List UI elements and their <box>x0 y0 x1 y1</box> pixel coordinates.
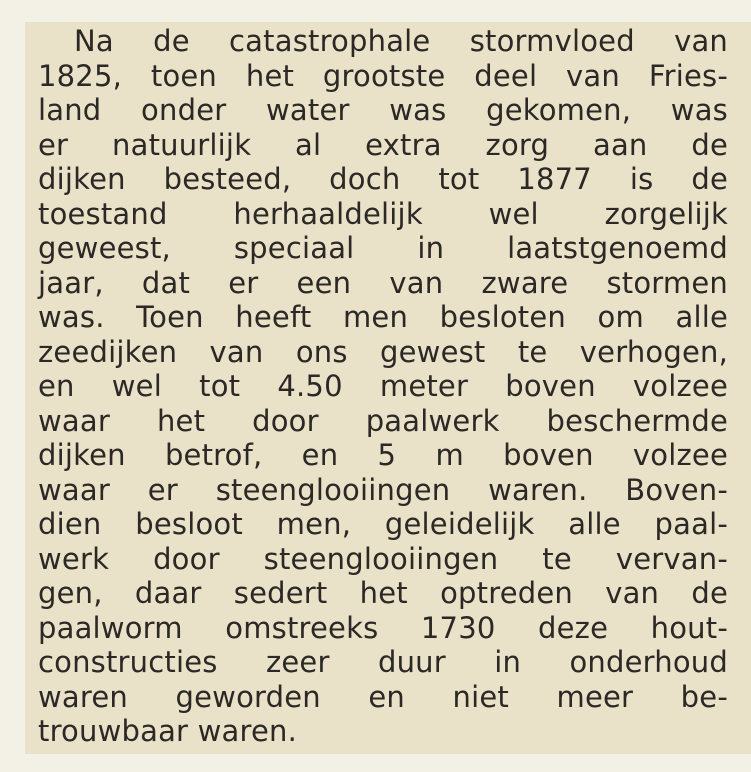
text-line: waren geworden en niet meer be- <box>38 679 728 714</box>
scan-margin-bottom <box>0 754 751 772</box>
scan-margin-top <box>0 0 751 22</box>
text-line: trouwbaar waren. <box>38 714 298 748</box>
text-line: land onder water was gekomen, was <box>38 93 728 127</box>
text-line: jaar, dat er een van zware stormen <box>38 265 728 300</box>
text-line: en wel tot 4.50 meter boven volzee <box>38 369 728 403</box>
text-line: waar het door paalwerk beschermde <box>38 403 728 438</box>
text-line: dijken besteed, doch tot 1877 is de <box>38 162 728 196</box>
scan-margin-left <box>0 0 25 772</box>
text-line: paalworm omstreeks 1730 deze hout- <box>38 610 728 645</box>
text-line: 1825, toen het grootste deel van Fries- <box>38 58 728 93</box>
text-line: dien besloot men, geleidelijk alle paal- <box>38 507 728 541</box>
text-line: gen, daar sedert het optreden van de <box>38 576 728 610</box>
text-line: dijken betrof, en 5 m boven volzee <box>38 438 728 472</box>
text-line: waar er steenglooiingen waren. Boven- <box>38 472 728 507</box>
text-line: zeedijken van ons gewest te verhogen, <box>38 334 728 369</box>
text-line: geweest, speciaal in laatstgenoemd <box>38 231 728 265</box>
text-line: werk door steenglooiingen te vervan- <box>38 541 728 576</box>
article-paragraph <box>38 24 728 749</box>
text-line: Na de catastrophale stormvloed van <box>74 24 728 58</box>
text-line: was. Toen heeft men besloten om alle <box>38 300 728 334</box>
text-line: er natuurlijk al extra zorg aan de <box>38 127 728 162</box>
text-line: constructies zeer duur in onderhoud <box>38 645 728 679</box>
text-line: toestand herhaaldelijk wel zorgelijk <box>38 196 728 231</box>
